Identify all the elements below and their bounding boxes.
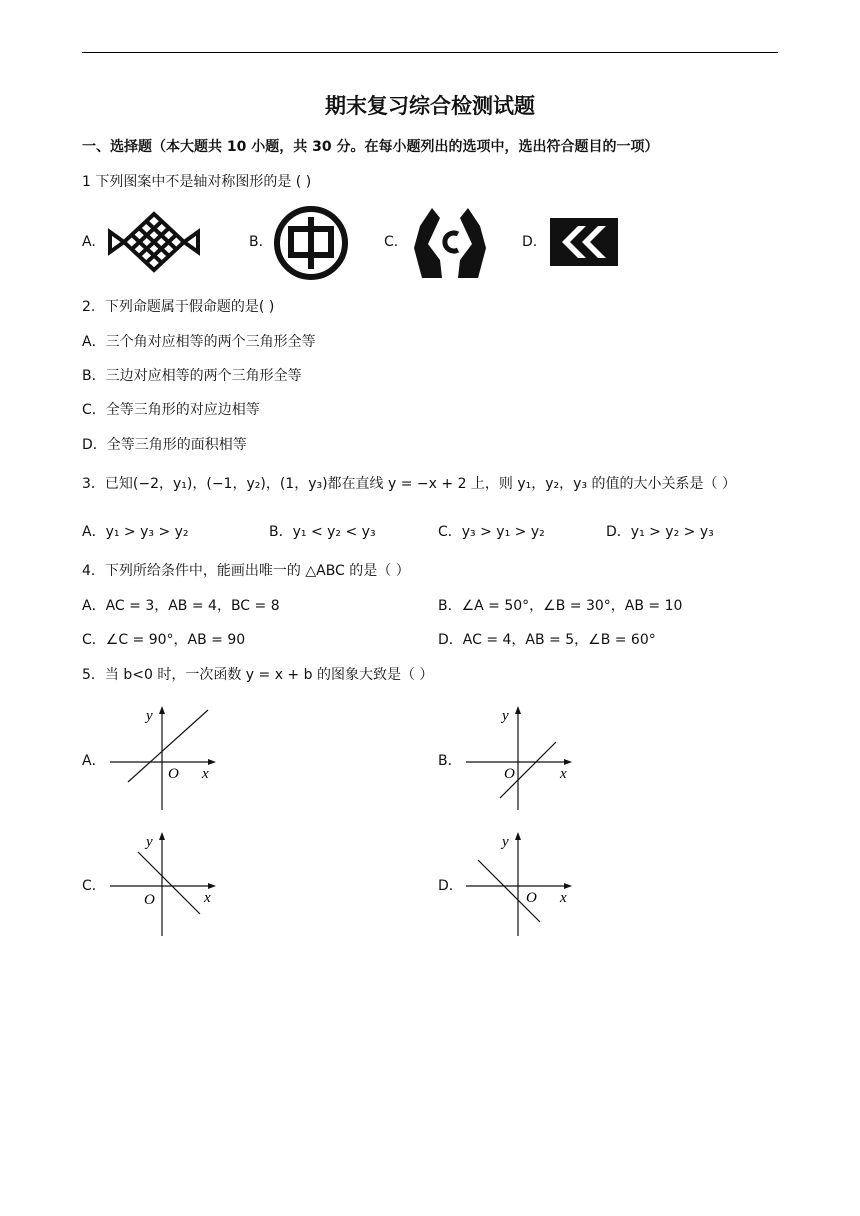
page-title: 期末复习综合检测试题 (325, 94, 535, 118)
q3-option-a[interactable]: A．y₁ > y₃ > y₂ (82, 524, 189, 540)
q5-option-c-label[interactable]: C． (82, 878, 106, 894)
q5-a-y-label: y (146, 708, 153, 724)
double-chevron-left-icon (550, 218, 618, 266)
q1-option-a-label[interactable]: A. (82, 234, 96, 250)
q5-a-origin-label: O (168, 766, 179, 782)
q5-stem: 5．当 b<0 时，一次函数 y = x + b 的图象大致是（ ） (82, 667, 434, 683)
q5-graph-d[interactable] (464, 828, 584, 940)
q2-stem: 2．下列命题属于假命题的是( ) (82, 299, 275, 315)
q4-option-a[interactable]: A．AC = 3，AB = 4，BC = 8 (82, 598, 280, 614)
q5-d-y-label: y (502, 834, 509, 850)
q5-a-x-label: x (202, 766, 209, 782)
q5-c-origin-label: O (144, 892, 155, 908)
q3-option-b[interactable]: B．y₁ < y₂ < y₃ (269, 524, 376, 540)
q3-option-d[interactable]: D．y₁ > y₂ > y₃ (606, 524, 714, 540)
q4-option-c[interactable]: C．∠C = 90°，AB = 90 (82, 632, 246, 648)
q3-option-c[interactable]: C．y₃ > y₁ > y₂ (438, 524, 545, 540)
q5-graph-b[interactable] (464, 702, 584, 814)
q1-option-d-label[interactable]: D. (522, 234, 538, 250)
q5-c-y-label: y (146, 834, 153, 850)
hands-c-icon (410, 204, 490, 282)
q4-stem: 4．下列所给条件中，能画出唯一的 △ABC 的是（ ） (82, 563, 410, 579)
q1-stem: 1 下列图案中不是轴对称图形的是 ( ) (82, 174, 312, 190)
q5-b-y-label: y (502, 708, 509, 724)
q2-option-a[interactable]: A．三个角对应相等的两个三角形全等 (82, 334, 316, 350)
section-heading: 一、选择题（本大题共 10 小题，共 30 分。在每小题列出的选项中，选出符合题目的一项） (82, 139, 659, 155)
q4-option-b[interactable]: B．∠A = 50°，∠B = 30°，AB = 10 (438, 598, 683, 614)
chinese-knot-icon (106, 210, 202, 274)
q5-d-origin-label: O (526, 890, 537, 906)
q5-graph-a[interactable] (108, 702, 228, 814)
q3-stem: 3．已知(−2，y₁)，(−1，y₂)，(1，y₃)都在直线 y = −x + 2 上，则 y₁，y₂，y₃ 的值的大小关系是（ ） (82, 476, 736, 492)
q5-graph-c[interactable] (108, 828, 228, 940)
q4-option-d[interactable]: D．AC = 4，AB = 5，∠B = 60° (438, 632, 656, 648)
q5-d-x-label: x (560, 890, 567, 906)
q5-c-x-label: x (204, 890, 211, 906)
q5-b-x-label: x (560, 766, 567, 782)
q2-option-d[interactable]: D．全等三角形的面积相等 (82, 437, 247, 453)
q5-option-b-label[interactable]: B． (438, 753, 462, 769)
q5-option-d-label[interactable]: D． (438, 878, 463, 894)
header-rule (82, 52, 778, 53)
circle-zhong-icon (273, 205, 349, 281)
q5-option-a-label[interactable]: A． (82, 753, 106, 769)
q1-option-b-label[interactable]: B. (249, 234, 264, 250)
q2-option-b[interactable]: B．三边对应相等的两个三角形全等 (82, 368, 302, 384)
q5-b-origin-label: O (504, 766, 515, 782)
q1-option-c-label[interactable]: C. (384, 234, 399, 250)
q2-option-c[interactable]: C．全等三角形的对应边相等 (82, 402, 260, 418)
